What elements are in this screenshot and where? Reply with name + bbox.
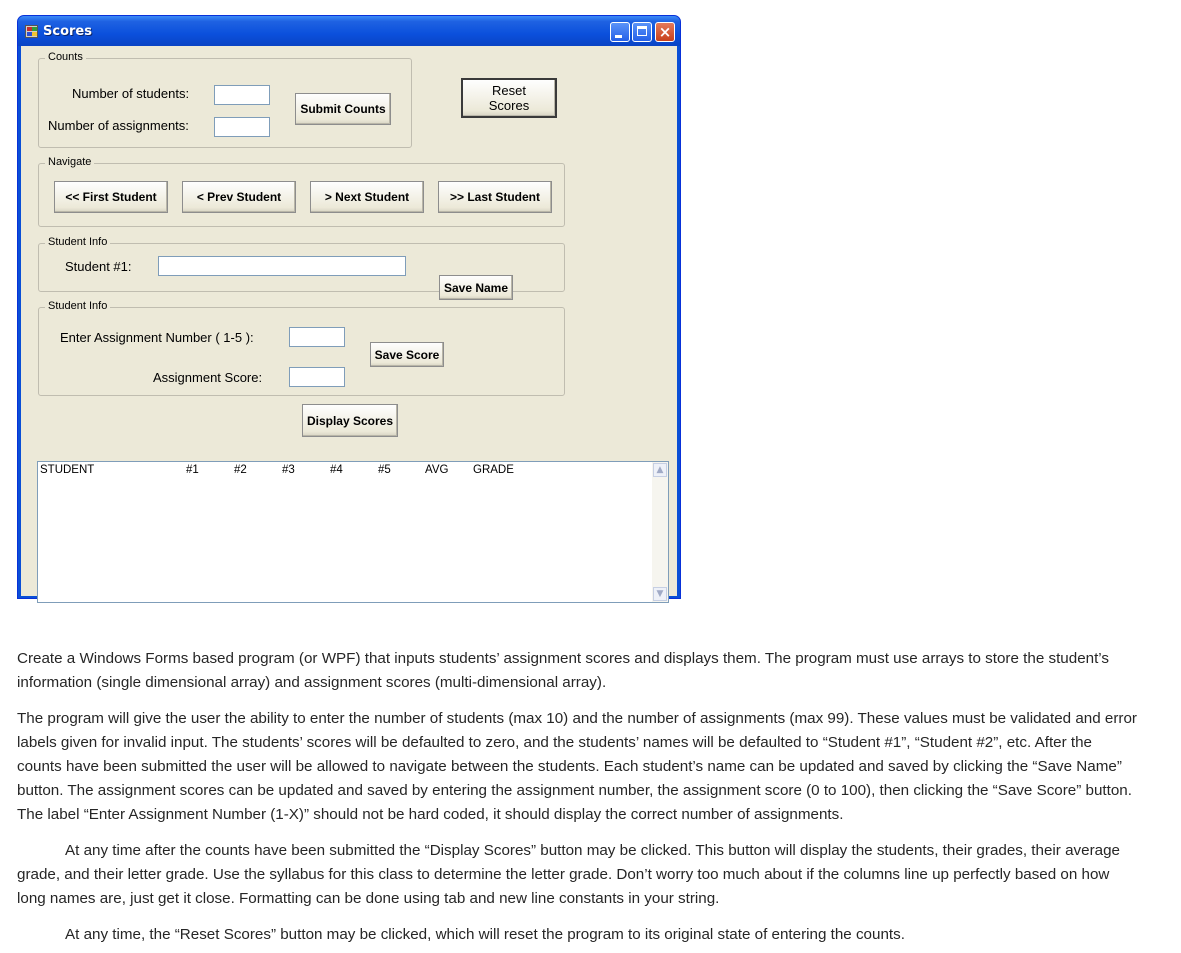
reset-scores-button[interactable] [461,78,557,118]
first-student-button[interactable]: << First Student [54,181,168,213]
form-client-area [21,46,677,599]
list-header-avg: AVG [425,464,449,476]
title-bar[interactable] [18,16,680,46]
navigate-legend: Navigate [45,156,94,168]
student-name-input[interactable] [158,256,406,276]
reset-label-line2: Scores [488,98,530,113]
assignments-count-input[interactable] [214,117,270,137]
student-number-label: Student #1: [65,259,132,274]
display-scores-button[interactable]: Display Scores [302,404,398,437]
instruction-paragraph-1: Create a Windows Forms based program (or WPF) that inputs students’ assignment scores and displays them. The program must use arrays to store the student’s information (single dimensional array) and assignment scores (multi-dimensional array). [17,650,1110,691]
assignment-number-input[interactable] [289,327,345,347]
assignments-count-label: Number of assignments: [48,118,189,133]
student-info-legend: Student Info [45,236,110,248]
list-header-grade: GRADE [473,464,514,476]
scroll-up-icon[interactable]: ▲ [653,463,667,477]
instruction-paragraph-3: At any time after the counts have been submitted the “Display Scores” button may be clicked. This button will display the students, their grades, their average grade, and their letter grade. Use the syllabus for this class to determine the letter grade. Don’t worry too much about if the columns line up perfectly based on how long names are, just get it close. Formatting can be done using tab and new line constants in your string. [17,842,1120,907]
instruction-paragraph-4: At any time, the “Reset Scores” button may be clicked, which will reset the program to its original state of entering the counts. [65,926,905,943]
list-header-student: STUDENT [40,464,95,476]
counts-legend: Counts [45,51,86,63]
last-student-button[interactable]: >> Last Student [438,181,552,213]
app-icon [25,25,38,38]
save-name-button[interactable]: Save Name [439,275,513,300]
students-count-label: Number of students: [72,86,190,101]
assignment-score-label: Assignment Score: [153,370,263,385]
scroll-down-icon[interactable]: ▼ [653,587,667,601]
list-header-1: #1 [186,464,199,476]
instruction-paragraph-2: The program will give the user the ability to enter the number of students (max 10) and the number of assignments (max 99). These values must be validated and error labels given for invalid input. The students’ scores will be defaulted to zero, and the students’ names will be defaulted to “Student #1”, “Student #2”, etc. After the counts have been submitted the user will be allowed to navigate between the students. Each student’s name can be updated and saved by clicking the “Save Name” button. The assignment scores can be updated and saved by entering the assignment number, the assignment score (0 to 100), then clicking the “Save Score” button. The label “Enter Assignment Number (1-X)” should not be hard coded, it should display the correct number of assignments. [17,710,1137,823]
submit-counts-button[interactable]: Submit Counts [295,93,391,125]
window-title: Scores [43,24,92,39]
list-scrollbar[interactable] [652,462,668,602]
score-entry-legend: Student Info [45,300,110,312]
scores-listbox[interactable] [37,461,669,603]
students-count-input[interactable] [214,85,270,105]
assignment-score-input[interactable] [289,367,345,387]
list-header-2: #2 [234,464,247,476]
list-header-4: #4 [330,464,343,476]
close-icon: × [658,23,672,41]
prev-student-button[interactable]: < Prev Student [182,181,296,213]
reset-label-line1: Reset [492,83,526,98]
next-student-button[interactable]: > Next Student [310,181,424,213]
save-score-button[interactable]: Save Score [370,342,444,367]
maximize-button[interactable] [632,22,652,42]
assignment-number-label: Enter Assignment Number ( 1-5 ): [60,330,254,345]
close-button[interactable] [655,22,675,42]
minimize-button[interactable] [610,22,630,42]
scores-window [17,15,681,599]
list-header-3: #3 [282,464,295,476]
list-header-5: #5 [378,464,391,476]
